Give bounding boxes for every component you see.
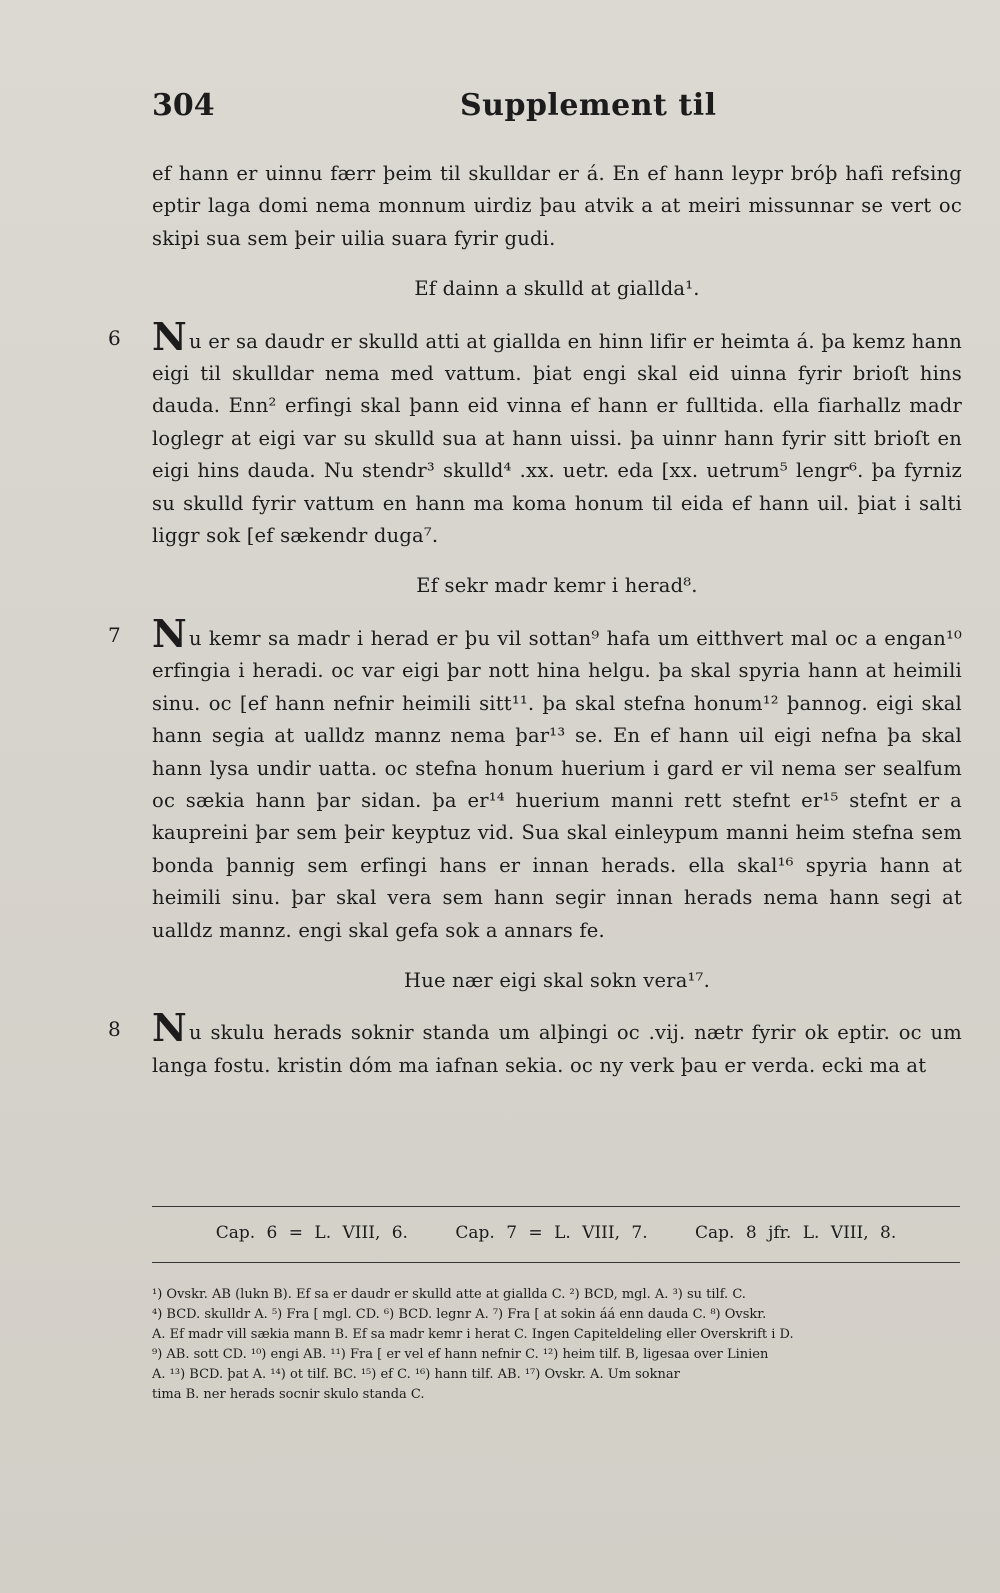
chapter-number-6: 6 xyxy=(108,325,121,350)
chapter-7-body: u kemr sa madr i herad er þu vil sottan⁹ hafa um eitthvert mal oc a engan¹⁰ erfingia i heradi. oc var eigi þar nott hina helgu. þa skal spyria hann at heimili sinu. oc [ef hann nefnir heimili sitt¹¹. þa skal stefna honum¹² þannog. eigi skal hann segia at ualldz mannz nema þar¹³ se. En ef hann uil eigi nefna þa skal hann lysa undir uatta. oc stefna honum huerium i gard er vil nema ser sealfum oc sækia hann þar sidan. þa er¹⁴ huerium manni rett stefnt er¹⁵ stefnt er a kaupreini þar sem þeir keyptuz vid. Sua skal einleypum manni heim stefna sem bonda þannig sem erfingi hans er innan herads. ella skal¹⁶ spyria hann at heimili sinu. þar skal vera sem hann segir innan herads nema hann segi at ualldz mannz. engi skal gefa sok a annars fe. xyxy=(152,626,962,942)
chapter-7 xyxy=(108,610,962,947)
footnote-line: A. Ef madr vill sækia mann B. Ef sa madr kemr i herat C. Ingen Capiteldeling eller Overskrift i D. xyxy=(152,1327,794,1342)
chapter-7-text xyxy=(152,610,962,947)
intro-paragraph: ef hann er uinnu færr þeim til skulldar er á. En ef hann leypr bróþ hafi refsing eptir laga domi nema monnum uirdiz þau atvik a at meiri missunnar se vert oc skipi sua sem þeir uilia suara fyrir gudi. xyxy=(152,162,962,250)
chapter-6 xyxy=(108,313,962,553)
footnote-line: A. ¹³) BCD. þat A. ¹⁴) ot tilf. BC. ¹⁵) ef C. ¹⁶) hann tilf. AB. ¹⁷) Ovskr. A. Um soknar xyxy=(152,1367,680,1382)
section-heading-2: Ef sekr madr kemr i herad⁸. xyxy=(416,574,698,598)
footnote-line: ⁴) BCD. skulldr A. ⁵) Fra [ mgl. CD. ⁶) BCD. legnr A. ⁷) Fra [ at sokin áá enn dauda C. ⁸) Ovskr. xyxy=(152,1307,767,1322)
chapter-8 xyxy=(108,1005,962,1082)
main-text xyxy=(108,158,962,1082)
chapter-number-7: 7 xyxy=(108,622,121,647)
chapter-6-body: u er sa daudr er skulld atti at giallda en hinn lifir er heimta á. þa kemz hann eigi til skulldar nema med vattum. þiat engi skal eid uinna fyrir brioſt hins dauda. Enn² erfingi skal þann eid vinna ef hann er fulltida. ella fiarhallz madr loglegr at eigi var su skulld sua at hann uissi. þa uinnr hann fyrir sitt brioſt en eigi hins dauda. Nu stendr³ skulld⁴ .xx. uetr. eda [xx. uetrum⁵ lengr⁶. þa fyrniz su skulld fyrir vattum en hann ma koma honum til eida ef hann uil. þiat i salti liggr sok [ef sækendr duga⁷. xyxy=(152,329,962,548)
chapter-6-text xyxy=(152,313,962,553)
chapter-8-body: u skulu herads soknir standa um alþingi oc .vij. nætr fyrir ok eptir. oc um langa fostu. kristin dóm ma iafnan sekia. oc ny verk þau er verda. ecki ma at xyxy=(152,1021,962,1077)
footnote-line: ¹) Ovskr. AB (lukn B). Ef sa er daudr er skulld atte at giallda C. ²) BCD, mgl. A. ³) su tilf. C. xyxy=(152,1287,746,1302)
chapter-8-text xyxy=(152,1005,962,1082)
drop-initial: N xyxy=(152,610,187,656)
footnotes xyxy=(152,1285,960,1405)
footnote-line: tima B. ner herads socnir skulo standa C. xyxy=(152,1387,425,1402)
section-heading-1: Ef dainn a skulld at giallda¹. xyxy=(414,277,700,301)
section-heading-3: Hue nær eigi skal sokn vera¹⁷. xyxy=(404,968,710,992)
cross-references xyxy=(152,1223,960,1243)
divider-rule-bottom xyxy=(152,1262,960,1263)
drop-initial: N xyxy=(152,1005,187,1051)
page-header xyxy=(152,88,960,132)
page-number: 304 xyxy=(152,88,215,123)
crossref-cap-6: Cap. 6 = L. VIII, 6. xyxy=(215,1223,408,1243)
crossref-cap-7: Cap. 7 = L. VIII, 7. xyxy=(455,1223,648,1243)
crossref-cap-8: Cap. 8 jfr. L. VIII, 8. xyxy=(695,1223,897,1243)
drop-initial: N xyxy=(152,313,187,359)
footnote-line: ⁹) AB. sott CD. ¹⁰) engi AB. ¹¹) Fra [ er vel ef hann nefnir C. ¹²) heim tilf. B, ligesaa over Linien xyxy=(152,1347,769,1362)
chapter-number-8: 8 xyxy=(108,1017,121,1042)
divider-rule-top xyxy=(152,1206,960,1207)
running-title: Supplement til xyxy=(460,88,717,123)
